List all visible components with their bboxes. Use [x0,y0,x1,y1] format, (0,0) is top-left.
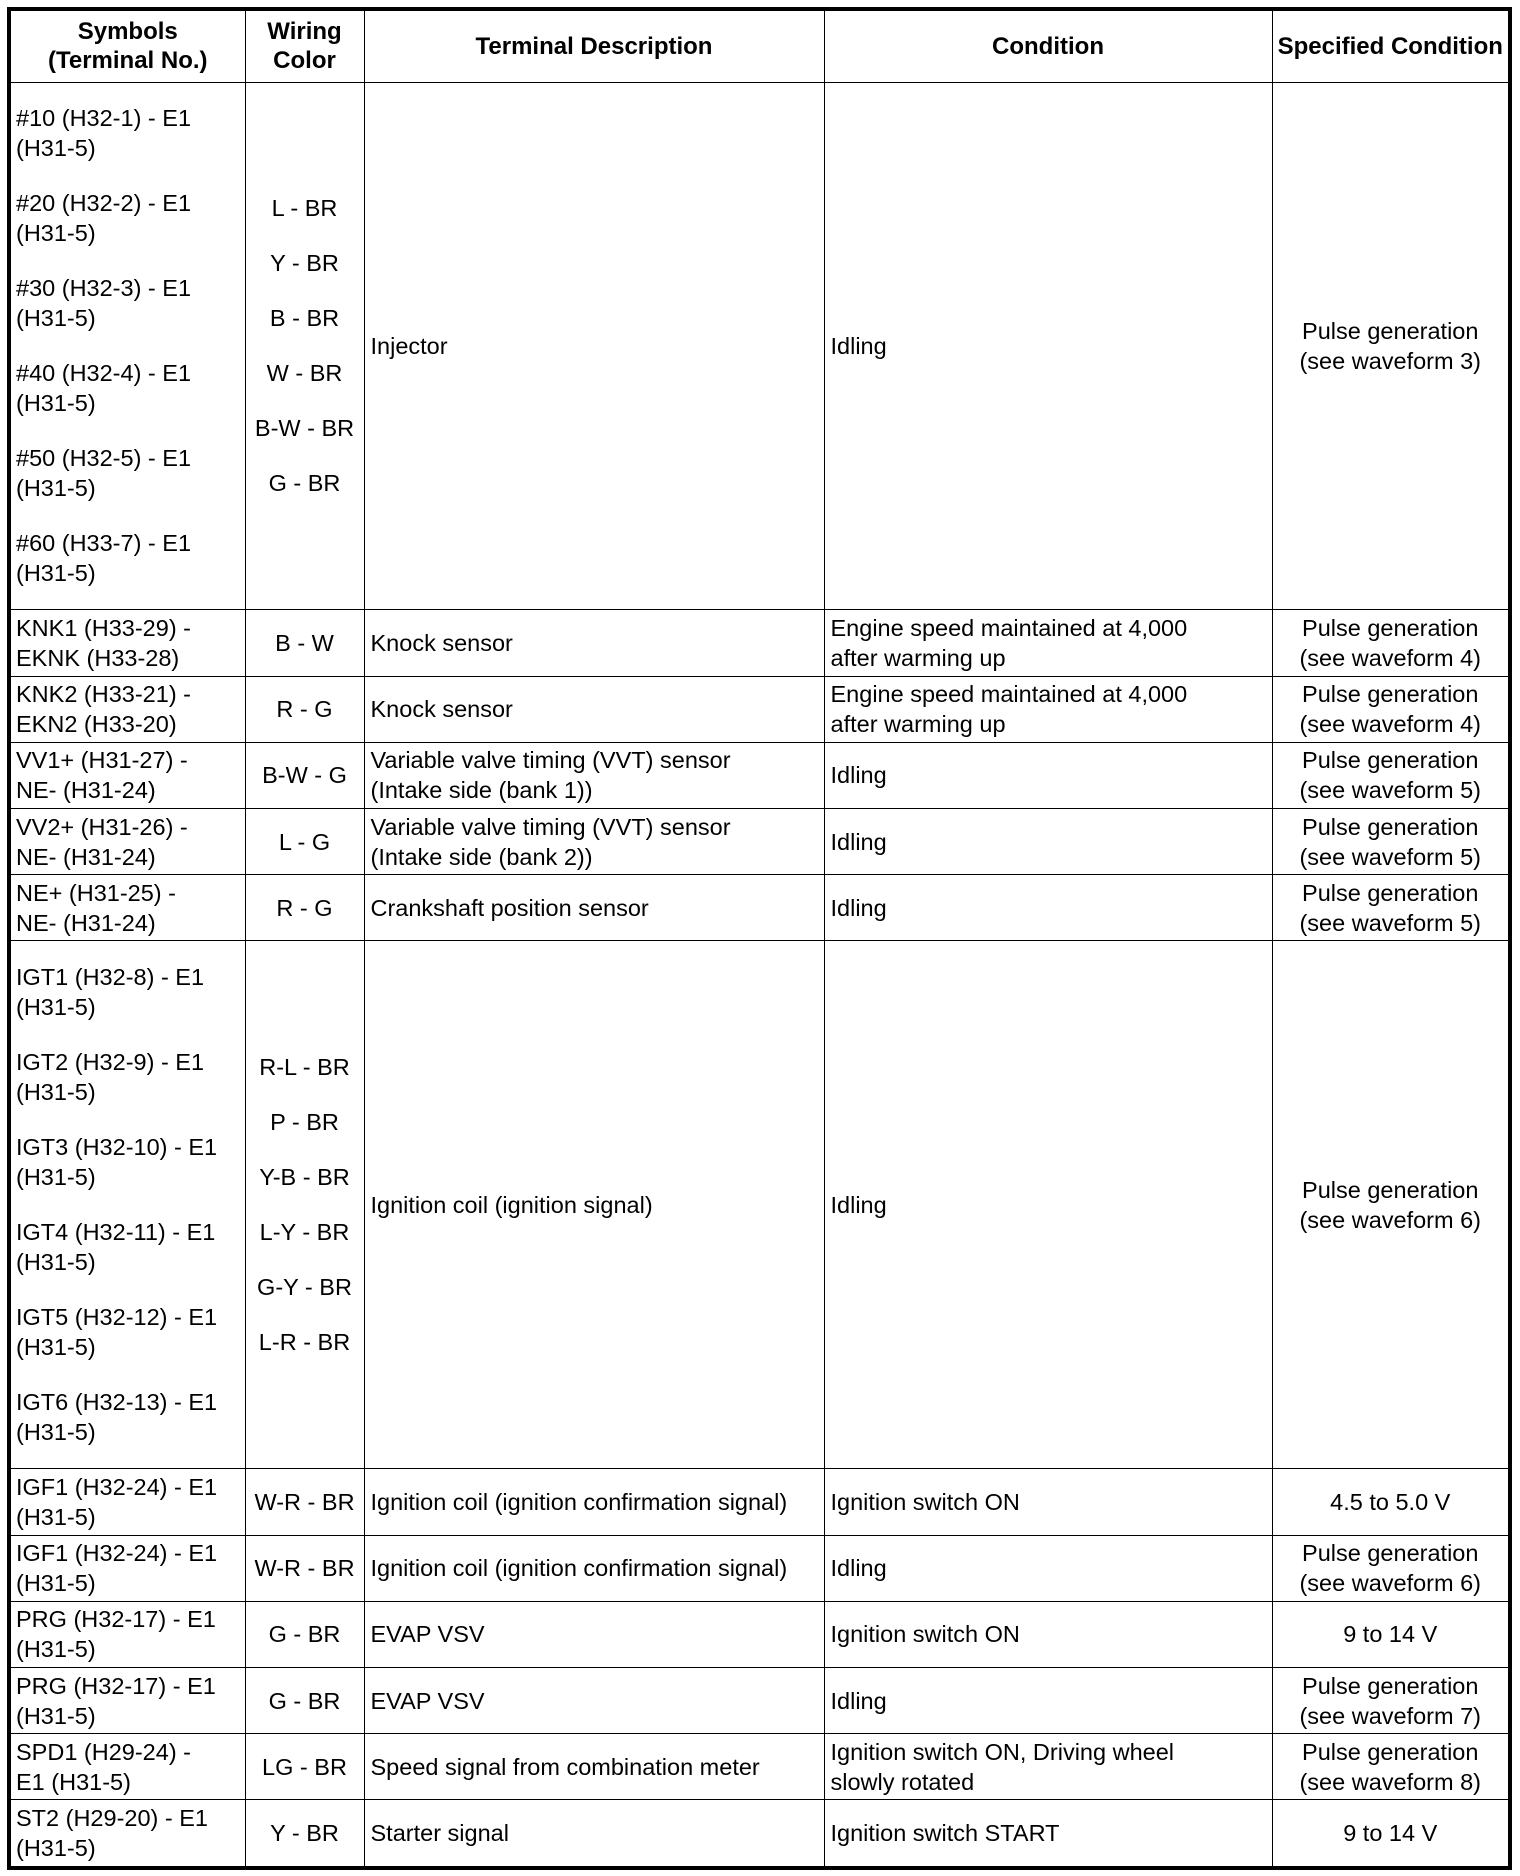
symbol-line: IGT3 (H32-10) - E1 [16,1134,218,1161]
symbol-cell [9,1800,245,1868]
wiring-color-cell [245,1734,364,1800]
specified-condition-cell [1272,676,1510,742]
wiring-color-cell-line: G - BR [268,1621,341,1648]
wiring-color-cell-line: Y - BR [270,1820,339,1847]
header-condition: Condition [824,9,1272,82]
symbol-cell [9,1734,245,1800]
symbol-cell [9,1469,245,1535]
wiring-color-cell-line: G - BR [268,1687,341,1714]
terminal-description-cell [364,610,824,676]
symbol-cell [9,742,245,808]
symbol-cell-line: PRG (H32-17) - E1 [16,1606,216,1633]
specified-condition-cell-line: (see waveform 6) [1299,1570,1482,1597]
table-row [9,875,1510,941]
terminal-description-cell-line: Ignition coil (ignition confirmation signal) [370,1488,788,1515]
condition-cell [824,610,1272,676]
specified-condition-cell-line: Pulse generation [1302,747,1479,774]
symbol-line: (H31-5) [16,135,96,162]
wiring-color-cell-line: LG - BR [262,1753,347,1780]
wiring-color-cell [245,809,364,875]
specified-condition-cell-line: Pulse generation [1302,813,1479,840]
terminal-description-cell-line: EVAP VSV [370,1621,485,1648]
wiring-color-cell [245,1535,364,1601]
symbol-cell-line: KNK1 (H33-29) - [16,614,191,641]
condition-cell-line: Idling [830,332,887,359]
specified-condition-cell-line: 9 to 14 V [1343,1621,1438,1648]
terminal-specification-table [7,7,1512,1870]
condition-cell-line: after warming up [830,644,1006,671]
table-row [9,1668,1510,1734]
wiring-color-cell [245,1469,364,1535]
condition-cell [824,1469,1272,1535]
terminal-description-cell-line: Knock sensor [370,629,513,656]
wiring-color-cell [245,1601,364,1667]
condition-cell-line: Idling [830,1555,887,1582]
condition-cell-line: Ignition switch ON [830,1621,1020,1648]
symbol-line: (H31-5) [16,1334,96,1361]
specified-condition-cell-line: Pulse generation [1302,1540,1479,1567]
condition-cell-line: Idling [830,762,887,789]
terminal-description-cell [364,1800,824,1868]
wiring-color-line: W - BR [266,359,343,386]
symbol-cell-line: VV1+ (H31-27) - [16,747,188,774]
specified-condition-cell [1272,1601,1510,1667]
table-row [9,1535,1510,1601]
wiring-color-line: L - BR [271,194,338,221]
symbol-cell-line: NE- (H31-24) [16,909,156,936]
terminal-description-cell-line: Ignition coil (ignition confirmation signal) [370,1555,788,1582]
wiring-color-cell-line: B - W [275,629,334,656]
condition-cell [824,941,1272,1469]
wiring-color-cell [245,742,364,808]
symbol-cell-line: (H31-5) [16,1636,96,1663]
symbol-cell [9,875,245,941]
wiring-color-cell [245,941,364,1469]
specified-condition-cell-line: (see waveform 5) [1299,777,1482,804]
terminal-description-cell [364,1469,824,1535]
condition-cell-line: slowly rotated [830,1768,975,1795]
terminal-description-cell [364,82,824,610]
terminal-description-cell-line: Injector [370,332,448,359]
specified-condition-cell [1272,941,1510,1469]
wiring-color-cell-line: L - G [278,828,331,855]
terminal-description-cell [364,742,824,808]
specified-condition-cell [1272,82,1510,610]
symbol-line: (H31-5) [16,1164,96,1191]
symbol-line: #30 (H32-3) - E1 [16,275,192,302]
specified-condition-cell-line: (see waveform 6) [1299,1206,1482,1233]
symbol-cell [9,941,245,1469]
specified-condition-cell-line: Pulse generation [1302,317,1479,344]
wiring-color-cell-line: W-R - BR [254,1488,355,1515]
condition-cell-line: after warming up [830,711,1006,738]
specified-condition-cell [1272,742,1510,808]
condition-cell [824,875,1272,941]
symbol-cell-line: SPD1 (H29-24) - [16,1738,191,1765]
specified-condition-cell-line: (see waveform 7) [1299,1702,1482,1729]
header-wiring-color: Wiring Color [245,9,364,82]
specified-condition-cell-line: 9 to 14 V [1343,1820,1438,1847]
specified-condition-cell-line: Pulse generation [1302,681,1479,708]
injector-row [9,82,1510,610]
symbol-line: (H31-5) [16,475,96,502]
symbol-line: (H31-5) [16,1249,96,1276]
symbol-cell-line: (H31-5) [16,1570,96,1597]
table-row [9,1469,1510,1535]
symbol-cell-line: VV2+ (H31-26) - [16,813,188,840]
wiring-color-line: Y-B - BR [259,1163,350,1190]
symbol-cell-line: IGF1 (H32-24) - E1 [16,1473,218,1500]
wiring-color-line: G - BR [268,469,341,496]
terminal-description-cell-line: Variable valve timing (VVT) sensor [370,747,731,774]
condition-cell-line: Ignition switch ON, Driving wheel [830,1738,1174,1765]
terminal-description-cell [364,941,824,1469]
wiring-color-cell-line: R - G [276,894,333,921]
wiring-color-cell-line: R - G [276,696,333,723]
symbol-line: IGT5 (H32-12) - E1 [16,1304,218,1331]
table-row [9,1800,1510,1868]
condition-cell-line: Idling [830,828,887,855]
table-row [9,742,1510,808]
condition-cell [824,1734,1272,1800]
specified-condition-cell-line: (see waveform 4) [1299,711,1482,738]
symbol-line: (H31-5) [16,305,96,332]
condition-cell [824,676,1272,742]
symbol-cell [9,1668,245,1734]
symbol-cell-line: EKN2 (H33-20) [16,711,177,738]
wiring-color-line: G-Y - BR [257,1273,352,1300]
specified-condition-cell [1272,1668,1510,1734]
wiring-color-line: Y - BR [270,249,339,276]
condition-cell-line: Idling [830,1687,887,1714]
wiring-color-line: B - BR [269,304,340,331]
condition-cell [824,1535,1272,1601]
wiring-color-line: L-Y - BR [259,1218,350,1245]
symbol-line: (H31-5) [16,560,96,587]
symbol-line: (H31-5) [16,994,96,1021]
table-row [9,809,1510,875]
condition-cell [824,1601,1272,1667]
symbol-cell-line: NE- (H31-24) [16,777,156,804]
specified-condition-cell-line: 4.5 to 5.0 V [1330,1488,1451,1515]
terminal-description-cell [364,809,824,875]
terminal-description-cell-line: (Intake side (bank 1)) [370,777,593,804]
wiring-color-cell [245,1668,364,1734]
symbol-cell-line: NE- (H31-24) [16,843,156,870]
specified-condition-cell-line: (see waveform 8) [1299,1768,1482,1795]
symbol-line: (H31-5) [16,390,96,417]
symbol-cell [9,676,245,742]
terminal-description-cell-line: Starter signal [370,1820,509,1847]
specified-condition-cell-line: Pulse generation [1302,1738,1479,1765]
wiring-color-cell [245,82,364,610]
symbol-line: (H31-5) [16,1079,96,1106]
specified-condition-cell [1272,875,1510,941]
symbol-cell-line: NE+ (H31-25) - [16,879,176,906]
wiring-color-line: L-R - BR [258,1328,351,1355]
terminal-description-cell [364,1535,824,1601]
symbol-cell [9,82,245,610]
symbol-line: (H31-5) [16,1419,96,1446]
header-terminal-description: Terminal Description [364,9,824,82]
wiring-color-cell-line: W-R - BR [254,1555,355,1582]
condition-cell-line: Ignition switch START [830,1820,1060,1847]
symbol-cell-line: (H31-5) [16,1702,96,1729]
specified-condition-cell-line: Pulse generation [1302,614,1479,641]
specified-condition-cell-line: Pulse generation [1302,1672,1479,1699]
symbol-cell-line: ST2 (H29-20) - E1 [16,1805,208,1832]
wiring-color-cell [245,610,364,676]
symbol-line: #40 (H32-4) - E1 [16,360,192,387]
specified-condition-cell [1272,1535,1510,1601]
symbol-line: (H31-5) [16,220,96,247]
specified-condition-cell-line: Pulse generation [1302,879,1479,906]
wiring-color-line: B-W - BR [254,414,355,441]
terminal-description-cell [364,1668,824,1734]
specified-condition-cell-line: (see waveform 5) [1299,909,1482,936]
symbol-line: IGT2 (H32-9) - E1 [16,1049,205,1076]
table-row [9,610,1510,676]
condition-cell-line: Idling [830,894,887,921]
wiring-color-cell [245,875,364,941]
symbol-cell [9,610,245,676]
terminal-description-cell-line: (Intake side (bank 2)) [370,843,593,870]
symbol-cell [9,1535,245,1601]
symbol-cell-line: EKNK (H33-28) [16,644,180,671]
specified-condition-cell-line: (see waveform 5) [1299,843,1482,870]
symbol-line: #60 (H33-7) - E1 [16,530,192,557]
table-row [9,1734,1510,1800]
header-row [9,9,1510,82]
condition-cell [824,809,1272,875]
symbol-cell [9,1601,245,1667]
specified-condition-cell [1272,809,1510,875]
wiring-color-cell-line: B-W - G [262,762,347,789]
symbol-cell-line: (H31-5) [16,1503,96,1530]
symbol-line: IGT1 (H32-8) - E1 [16,964,205,991]
condition-cell [824,742,1272,808]
condition-cell-line: Engine speed maintained at 4,000 [830,614,1188,641]
condition-cell [824,1668,1272,1734]
terminal-description-cell-line: Crankshaft position sensor [370,894,649,921]
specified-condition-cell-line: Pulse generation [1302,1176,1479,1203]
terminal-description-cell [364,875,824,941]
header-symbols: Symbols (Terminal No.) [9,9,245,82]
condition-cell [824,1800,1272,1868]
symbol-line: #20 (H32-2) - E1 [16,190,192,217]
condition-cell [824,82,1272,610]
specified-condition-cell-line: (see waveform 3) [1299,347,1482,374]
terminal-description-cell [364,1601,824,1667]
table-row [9,1601,1510,1667]
wiring-color-cell [245,676,364,742]
symbol-line: #10 (H32-1) - E1 [16,105,192,132]
symbol-cell-line: IGF1 (H32-24) - E1 [16,1540,218,1567]
terminal-description-cell-line: Knock sensor [370,696,513,723]
condition-cell-line: Idling [830,1191,887,1218]
header-specified-condition: Specified Condition [1272,9,1510,82]
symbol-line: IGT6 (H32-13) - E1 [16,1389,218,1416]
wiring-color-line: P - BR [270,1108,339,1135]
symbol-line: #50 (H32-5) - E1 [16,445,192,472]
ignition-row [9,941,1510,1469]
wiring-color-cell [245,1800,364,1868]
specified-condition-cell [1272,1734,1510,1800]
table-row [9,676,1510,742]
symbol-cell-line: E1 (H31-5) [16,1768,131,1795]
symbol-cell [9,809,245,875]
terminal-description-cell-line: Speed signal from combination meter [370,1753,760,1780]
symbol-cell-line: KNK2 (H33-21) - [16,681,191,708]
terminal-description-cell [364,676,824,742]
specified-condition-cell [1272,1800,1510,1868]
wiring-color-line: R-L - BR [259,1053,350,1080]
terminal-description-cell-line: EVAP VSV [370,1687,485,1714]
condition-cell-line: Engine speed maintained at 4,000 [830,681,1188,708]
symbol-cell-line: PRG (H32-17) - E1 [16,1672,216,1699]
specified-condition-cell [1272,1469,1510,1535]
symbol-line: IGT4 (H32-11) - E1 [16,1219,216,1246]
specified-condition-cell-line: (see waveform 4) [1299,644,1482,671]
symbol-cell-line: (H31-5) [16,1835,96,1862]
terminal-description-cell-line: Ignition coil (ignition signal) [370,1191,653,1218]
specified-condition-cell [1272,610,1510,676]
terminal-description-cell [364,1734,824,1800]
condition-cell-line: Ignition switch ON [830,1488,1020,1515]
terminal-description-cell-line: Variable valve timing (VVT) sensor [370,813,731,840]
